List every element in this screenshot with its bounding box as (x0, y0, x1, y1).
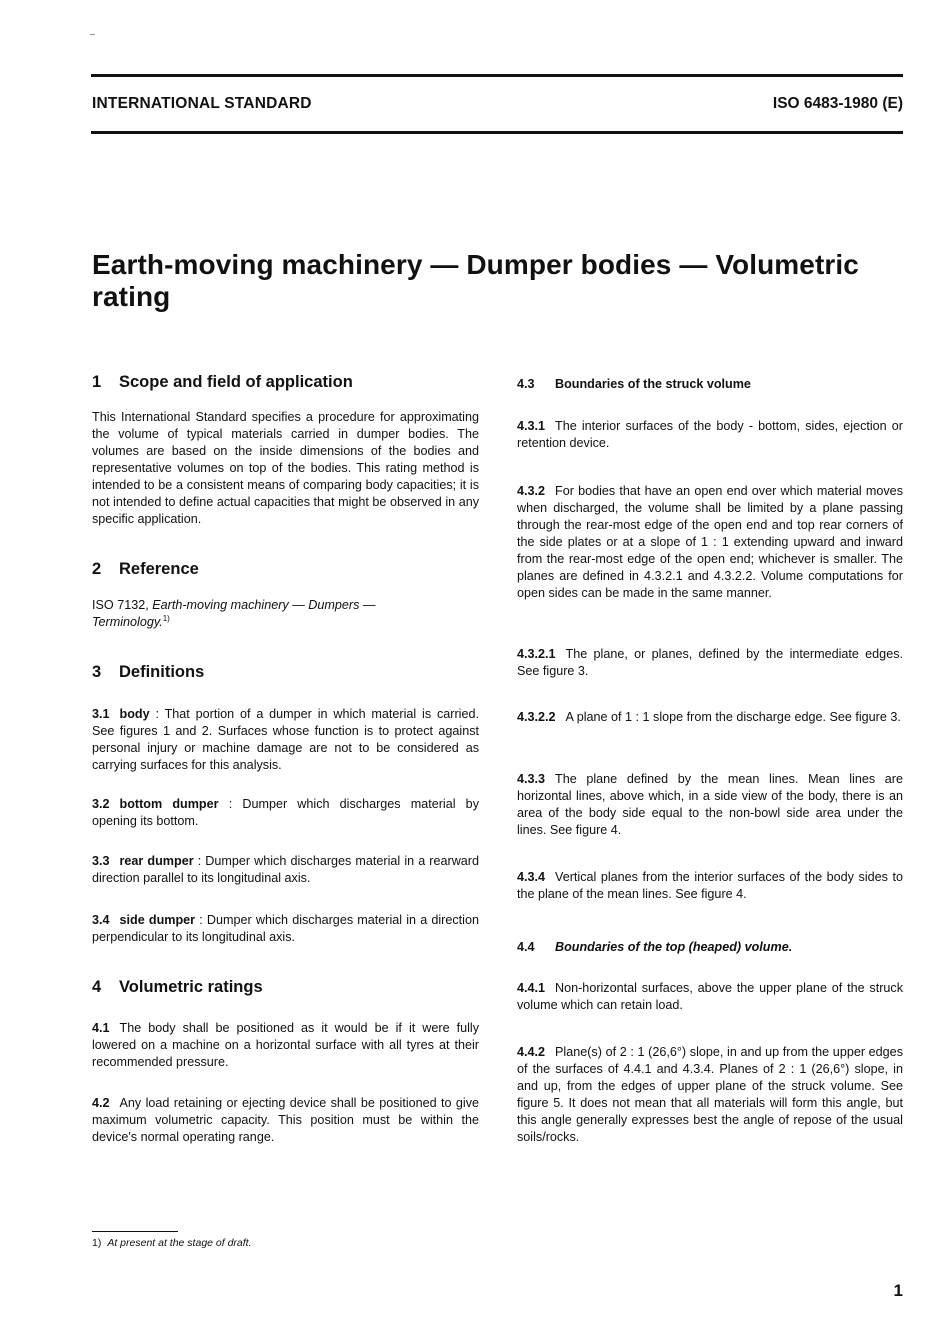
clause-number: 4.4 (517, 940, 535, 954)
clause-number: 4.3.3 (517, 772, 546, 786)
clause-4-3-2-1 (517, 646, 903, 680)
page-number: 1 (893, 1281, 903, 1300)
clause-4-1 (92, 1020, 479, 1071)
clause-number: 4.1 (92, 1021, 110, 1035)
scope-paragraph: This International Standard specifies a procedure for approximating the volume of typical materials carried in dumper bodies. The volumes are based on the inside dimensions of the bodies and representative volumes on top of the bodies. This rating method is intended to be a consistent means of comparing body capacities; it is not intended to define actual capacities that might be observed in any specific application. (92, 410, 479, 526)
document-type: INTERNATIONAL STANDARD (92, 95, 312, 112)
clause-text: Plane(s) of 2 : 1 (26,6°) slope, in and up from the upper edges of the surfaces of 4.4.1 and 4.3.4. Planes of 2 : 1 (26,6°) slope, in and up, from the edges of upper plane of the struck volume. See figure 5. It does not mean that all materials will form this angle, but this angle generally expresses best the angle of repose of the usual soils/rocks. (517, 1045, 903, 1144)
clause-text: For bodies that have an open end over which material moves when discharged, the volume shall be limited by a plane passing through the rear-most edge of the open end and top rear corners of the side plates or at a slope of 1 : 1 extending upward and inward from the rear-most edge of the open end; whichever is smaller. The planes are defined in 4.3.2.1 and 4.3.2.2. Volume computations for open sides can be made in the same manner. (517, 484, 903, 600)
clause-number: 4.4.2 (517, 1045, 546, 1059)
header-top-rule (91, 74, 903, 77)
clause-number: 3.3 (92, 854, 110, 868)
clause-4-4-1 (517, 980, 903, 1014)
clause-title: Boundaries of the top (heaped) volume. (555, 940, 793, 954)
definition-body (92, 706, 479, 774)
section-1-heading (92, 373, 353, 392)
section-number: 3 (92, 663, 102, 681)
defined-term: side dumper (119, 913, 196, 927)
reference-paragraph (92, 597, 422, 631)
defined-term: bottom dumper (119, 797, 219, 811)
clause-text: Vertical planes from the interior surfaces of the body sides to the plane of the mean lines. See figure 4. (517, 870, 903, 901)
footnote-number: 1) (92, 1237, 102, 1249)
section-title: Reference (119, 560, 199, 578)
clause-text: The interior surfaces of the body - bottom, sides, ejection or retention device. (517, 419, 903, 450)
defined-term: body (119, 707, 150, 721)
clause-4-3-2-2 (517, 709, 903, 726)
clause-number: 4.3.4 (517, 870, 546, 884)
definition-rear-dumper (92, 853, 479, 887)
clause-number: 4.3.2.2 (517, 710, 556, 724)
clause-number: 3.2 (92, 797, 110, 811)
clause-text: Non-horizontal surfaces, above the upper plane of the struck volume which can retain load. (517, 981, 903, 1012)
header-bottom-rule (91, 131, 903, 134)
footnote-marker: 1) (162, 613, 170, 623)
clause-4-4-heading (517, 940, 792, 954)
clause-4-3-heading (517, 377, 751, 391)
clause-number: 3.4 (92, 913, 110, 927)
definition-text: : Dumper which discharges material by opening its bottom. (92, 797, 479, 828)
section-number: 2 (92, 560, 102, 578)
defined-term: rear dumper (119, 854, 194, 868)
clause-4-3-4 (517, 869, 903, 903)
clause-4-3-1 (517, 418, 903, 452)
footnote-text: At present at the stage of draft. (107, 1237, 252, 1249)
section-number: 1 (92, 373, 102, 391)
section-title: Volumetric ratings (119, 978, 263, 996)
definition-bottom-dumper (92, 796, 479, 830)
clause-text: The plane, or planes, defined by the intermediate edges. See figure 3. (517, 647, 903, 678)
clause-4-3-3 (517, 771, 903, 839)
clause-text: A plane of 1 : 1 slope from the discharge edge. See figure 3. (565, 710, 901, 724)
clause-title: Boundaries of the struck volume (555, 377, 751, 391)
definition-text: : Dumper which discharges material in a rearward direction parallel to its longitudinal axis. (92, 854, 479, 885)
clause-number: 4.4.1 (517, 981, 546, 995)
clause-4-4-2 (517, 1044, 903, 1146)
clause-4-2 (92, 1095, 479, 1146)
footnote-rule (92, 1231, 178, 1232)
footnote (92, 1237, 252, 1249)
reference-title: Earth-moving machinery — Dumpers — Terminology. (92, 598, 376, 629)
section-title: Definitions (119, 663, 205, 681)
reference-code: ISO 7132, (92, 598, 153, 612)
section-4-heading (92, 978, 263, 997)
clause-text: The body shall be positioned as it would be if it were fully lowered on a machine on a horizontal surface with all tyres at their recommended pressure. (92, 1021, 479, 1069)
clause-number: 4.3.2 (517, 484, 546, 498)
clause-number: 4.3.1 (517, 419, 546, 433)
definition-side-dumper (92, 912, 479, 946)
section-title: Scope and field of application (119, 373, 353, 391)
clause-number: 3.1 (92, 707, 110, 721)
section-3-heading (92, 663, 204, 682)
clause-4-3-2 (517, 483, 903, 602)
definition-text: : Dumper which discharges material in a direction perpendicular to its longitudinal axis. (92, 913, 479, 944)
standard-number: ISO 6483-1980 (E) (772, 95, 903, 112)
clause-text: The plane defined by the mean lines. Mean lines are horizontal lines, above which, in a side view of the body, there is an area of the body side equal to the non-bowl side area under the lines. See figure 4. (517, 772, 903, 837)
section-number: 4 (92, 978, 102, 996)
clause-text: Any load retaining or ejecting device shall be positioned to give maximum volumetric capacity. This position must be within the device's normal operating range. (92, 1096, 479, 1144)
definition-text: : That portion of a dumper in which material is carried. See figures 1 and 2. Surfaces whose function is to protect against personal injury or machine damage are not to be considered as carrying surfaces for this analysis. (92, 707, 479, 772)
page-title: Earth-moving machinery — Dumper bodies — Volumetric rating (92, 249, 859, 312)
clause-number: 4.3 (517, 377, 535, 391)
scan-mark (90, 34, 95, 35)
clause-number: 4.3.2.1 (517, 647, 556, 661)
clause-number: 4.2 (92, 1096, 110, 1110)
section-2-heading (92, 560, 199, 579)
